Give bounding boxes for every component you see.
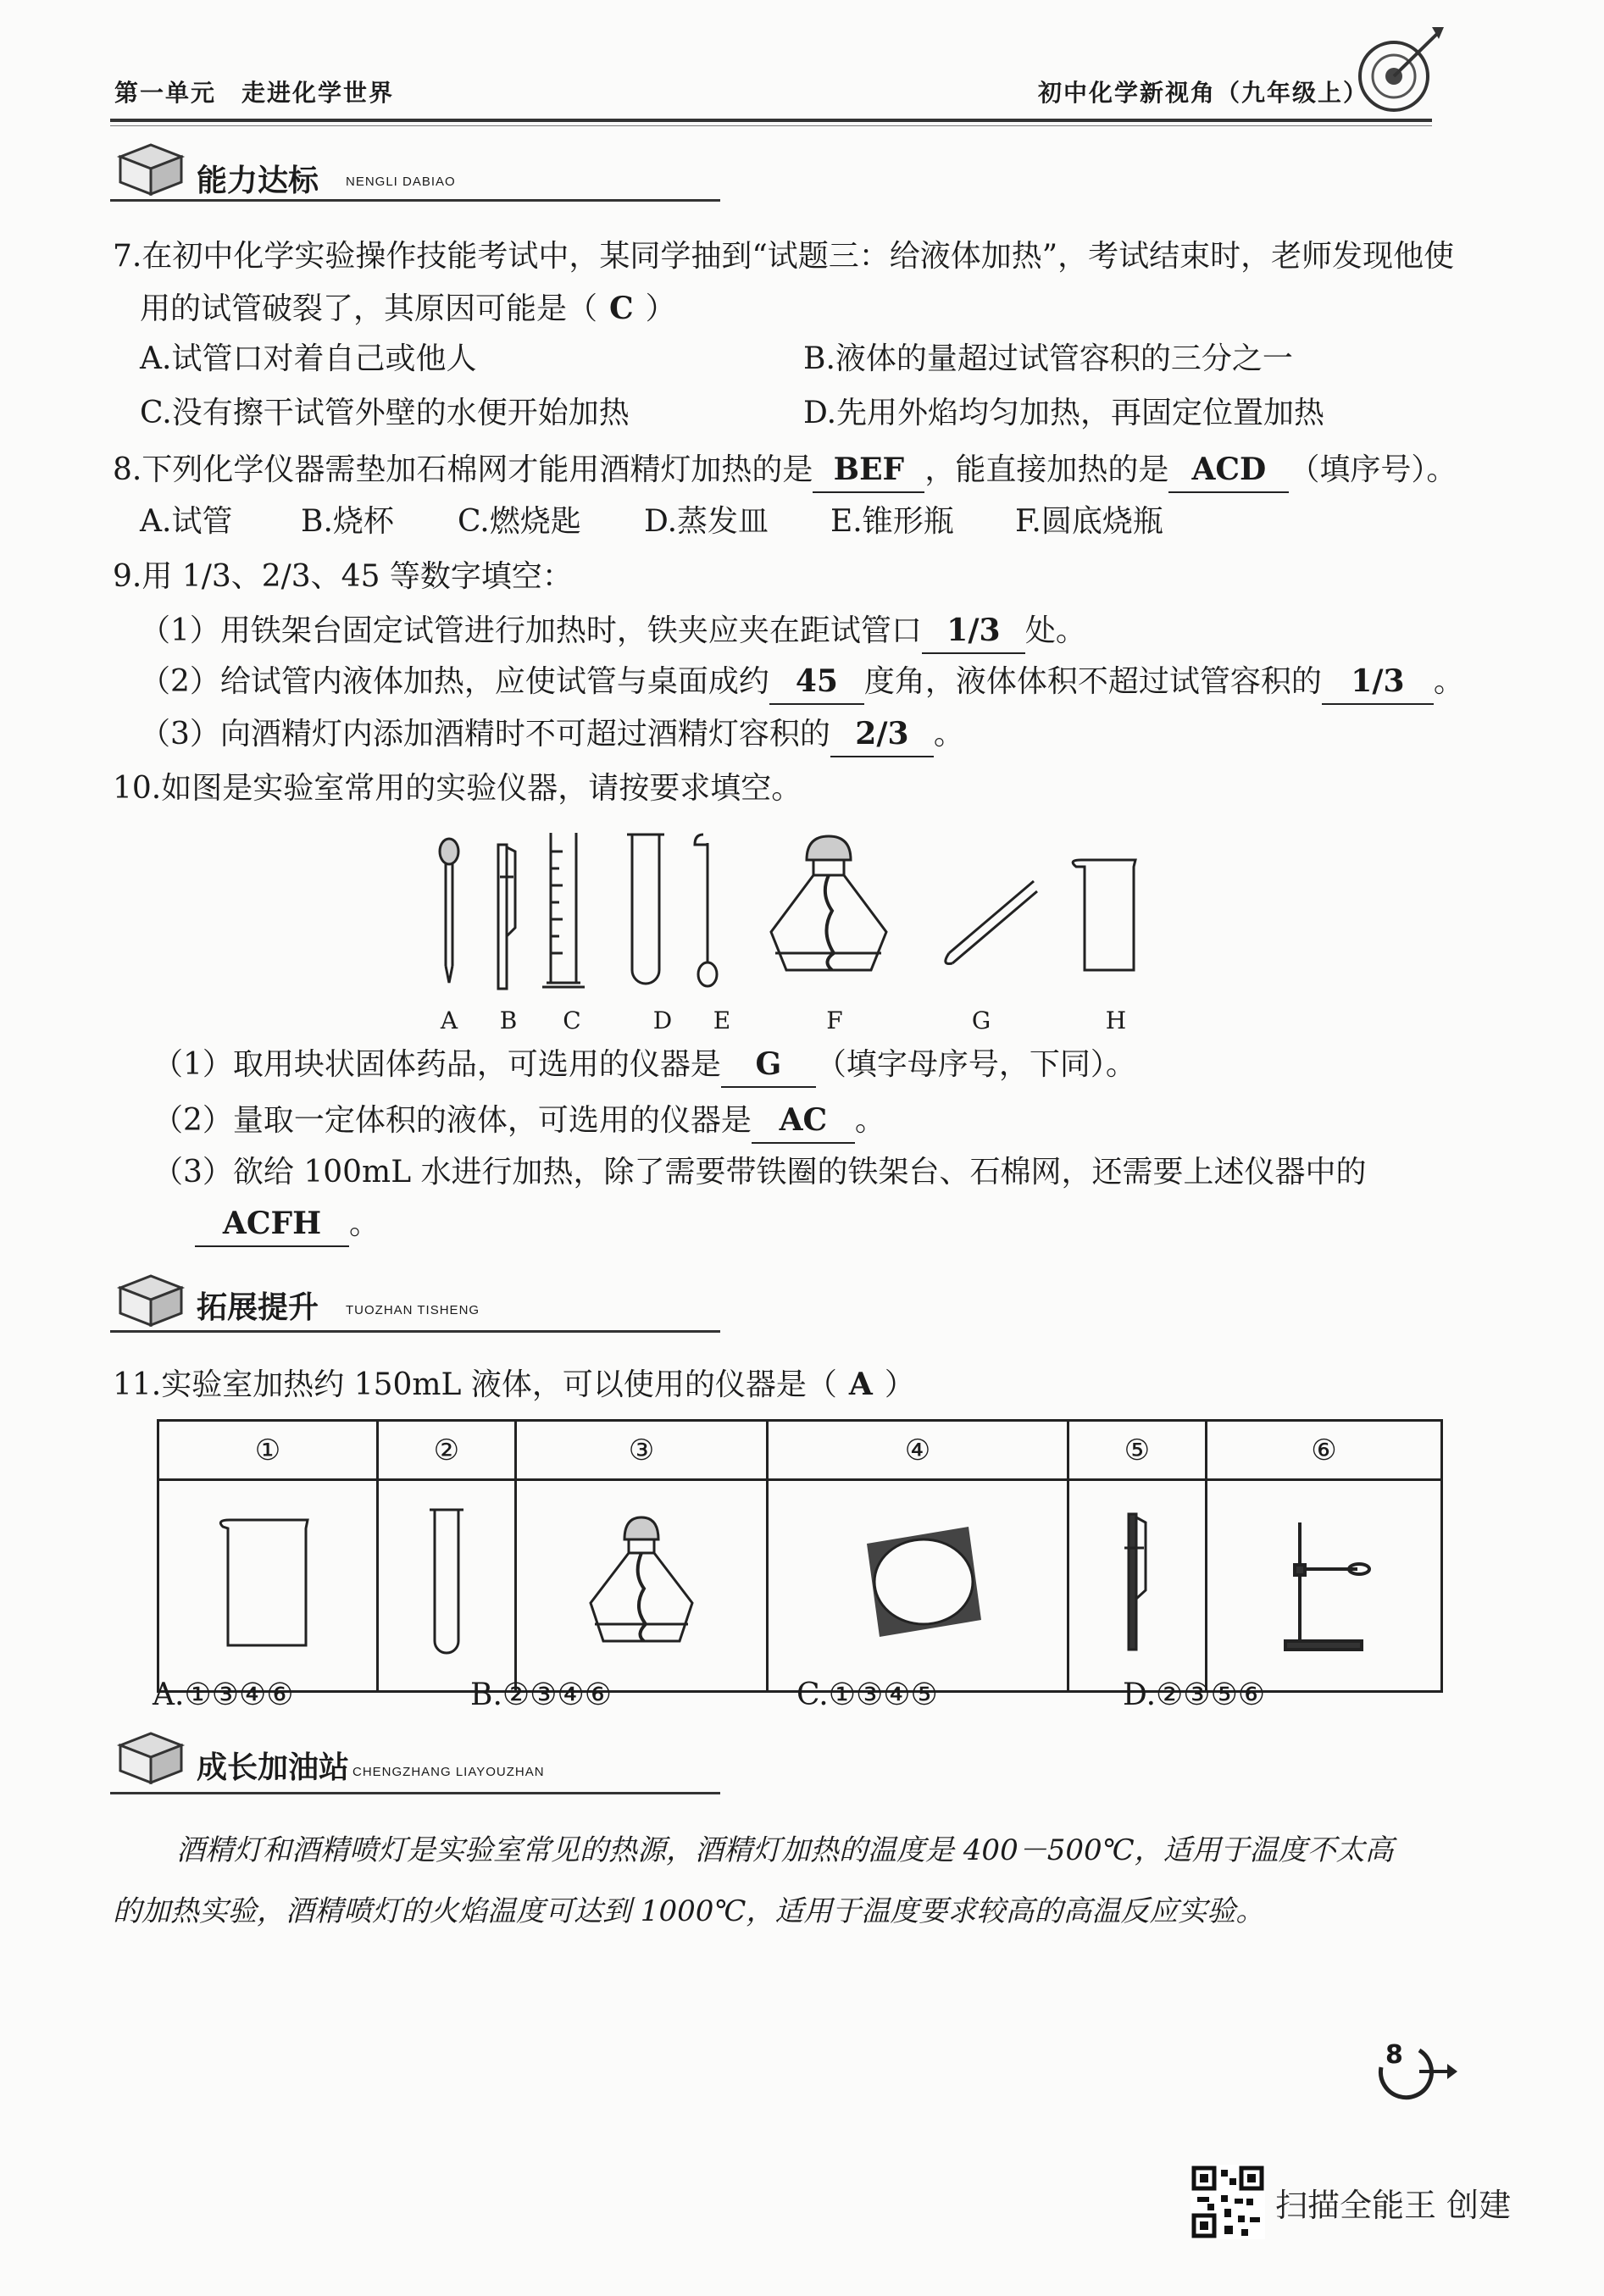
q11-cell <box>515 1480 767 1692</box>
q10-stem: 10.如图是实验室常用的实验仪器，请按要求填空。 <box>113 771 802 806</box>
q8-text: 8.下列化学仪器需垫加石棉网才能用酒精灯加热的是 <box>113 452 813 487</box>
test-tube-icon <box>627 835 664 984</box>
q8-answer-1: BEF <box>813 447 924 493</box>
q8-option: B.烧杯 <box>301 504 394 539</box>
q10-p2-end: 。 <box>854 1103 885 1138</box>
apparatus-label: B <box>499 1007 518 1034</box>
q11-text: 11.实验室加热约 150mL 液体，可以使用的仪器是（ <box>113 1367 837 1402</box>
iron-stand-icon <box>1264 1506 1383 1658</box>
q8-option: A.试管 <box>140 504 233 539</box>
combustion-spoon-icon <box>695 835 717 986</box>
q10-part-2 <box>153 1098 885 1144</box>
q10-apparatus-figure <box>415 826 1178 1004</box>
note-line-1: 酒精灯和酒精喷灯是实验室常见的热源，酒精灯加热的温度是 400－500℃，适用于温度不太高 <box>176 1833 1394 1867</box>
q9-p2-text: （2）给试管内液体加热，应使试管与桌面成约 <box>140 664 769 699</box>
apparatus-label: E <box>713 1007 731 1034</box>
q11-option-c: C.①③④⑤ <box>796 1678 938 1712</box>
q8-option: F.圆底烧瓶 <box>1015 504 1163 539</box>
q11-cell <box>768 1480 1068 1692</box>
q9-part-3 <box>140 712 964 757</box>
section-title: 能力达标 <box>197 164 319 198</box>
q7-line1: 7.在初中化学实验操作技能考试中，某同学抽到“试题三：给液体加热”，考试结束时，老师发现他使 <box>113 239 1455 274</box>
q11-header: ⑥ <box>1206 1421 1441 1480</box>
header-rule-thin <box>110 125 1432 126</box>
q10-p1-text: （1）取用块状固体药品，可选用的仪器是 <box>153 1047 721 1082</box>
q11-cell <box>1206 1480 1441 1692</box>
apparatus-label: D <box>652 1007 673 1034</box>
q10-p3-end: 。 <box>349 1206 380 1241</box>
q10-p1-end: （填字母序号，下同）。 <box>815 1047 1136 1082</box>
cube-icon <box>112 1271 190 1330</box>
alcohol-lamp-icon <box>771 836 886 970</box>
target-logo-icon <box>1347 24 1449 117</box>
q9-p1-end: 处。 <box>1024 613 1086 648</box>
q8-text-end: （填序号）。 <box>1289 452 1457 487</box>
test-tube-holder-icon <box>1103 1506 1171 1658</box>
header-left: 第一单元 走进化学世界 <box>114 79 395 107</box>
page-number: 8 <box>1385 2040 1403 2070</box>
q7-option-b: B.液体的量超过试管容积的三分之一 <box>803 341 1293 376</box>
q11-option-a: A.①③④⑥ <box>153 1678 294 1712</box>
section-pinyin: NENGLI DABIAO <box>346 175 456 189</box>
apparatus-label: F <box>826 1007 843 1034</box>
q11-header: ② <box>377 1421 515 1480</box>
section-title: 拓展提升 <box>197 1290 319 1325</box>
section-pinyin: TUOZHAN TISHENG <box>346 1303 480 1317</box>
page-arrow-icon <box>1373 2033 1466 2101</box>
q7-option-c: C.没有擦干试管外壁的水便开始加热 <box>140 396 630 430</box>
graduated-cylinder-icon <box>542 833 585 987</box>
section-rule <box>110 1330 720 1333</box>
header-right: 初中化学新视角（九年级上） <box>1038 79 1369 107</box>
q9-p3-text: （3）向酒精灯内添加酒精时不可超过酒精灯容积的 <box>140 717 830 751</box>
section-title: 成长加油站 <box>197 1750 350 1785</box>
q9-p3-end: 。 <box>933 717 964 751</box>
q11-cell <box>1068 1480 1206 1692</box>
scanner-watermark: 扫描全能王 创建 <box>1275 2187 1512 2224</box>
q8-option: E.锥形瓶 <box>830 504 954 539</box>
q9-stem: 9.用 1/3、2/3、45 等数字填空： <box>113 559 573 594</box>
q11-stem <box>113 1362 915 1407</box>
beaker-icon <box>213 1510 323 1654</box>
q10-part-3-cont <box>195 1201 380 1247</box>
q10-p1-answer: G <box>721 1042 816 1088</box>
apparatus-label: C <box>563 1007 581 1034</box>
q7-option-d: D.先用外焰均匀加热，再固定位置加热 <box>803 396 1325 430</box>
dropper-icon <box>440 839 458 983</box>
evaporating-dish-icon <box>841 1514 994 1650</box>
q8-option: D.蒸发皿 <box>644 504 769 539</box>
qr-code-icon <box>1191 2165 1265 2239</box>
cube-icon <box>112 140 190 199</box>
q7-stem-end: ） <box>645 291 676 326</box>
note-line-2: 的加热实验，酒精喷灯的火焰温度可达到 1000℃，适用于温度要求较高的高温反应实验。 <box>113 1894 1265 1928</box>
test-tube-holder-icon <box>498 845 515 989</box>
section-pinyin: CHENGZHANG LIAYOUZHAN <box>352 1765 545 1779</box>
q11-header: ① <box>158 1421 378 1480</box>
beaker-icon <box>1073 860 1135 970</box>
q9-p2-answer-2: 1/3 <box>1322 659 1434 705</box>
apparatus-label: H <box>1105 1007 1127 1034</box>
q10-part-3: （3）欲给 100mL 水进行加热，除了需要带铁圈的铁架台、石棉网，还需要上述仪器中的 <box>153 1155 1367 1190</box>
q11-answer: A <box>848 1367 873 1402</box>
q11-option-d: D.②③⑤⑥ <box>1123 1678 1266 1712</box>
q9-p1-answer: 1/3 <box>922 608 1025 654</box>
q8-answer-2: ACD <box>1168 447 1289 493</box>
q10-p3-answer: ACFH <box>195 1201 349 1247</box>
apparatus-label: G <box>971 1007 991 1034</box>
q9-p2-mid: 度角，液体体积不超过试管容积的 <box>863 664 1322 699</box>
q11-text-end: ） <box>884 1367 915 1402</box>
q7-stem: 用的试管破裂了，其原因可能是（ <box>140 291 598 326</box>
q8-text-mid: ，能直接加热的是 <box>924 452 1169 487</box>
q11-table <box>157 1419 1443 1693</box>
q9-part-2 <box>140 659 1464 705</box>
tweezers-icon <box>946 881 1037 964</box>
q11-header: ③ <box>515 1421 767 1480</box>
q8-stem <box>113 447 1457 493</box>
q8-option: C.燃烧匙 <box>458 504 581 539</box>
q11-cell <box>377 1480 515 1692</box>
apparatus-label: A <box>440 1007 458 1034</box>
q7-option-a: A.试管口对着自己或他人 <box>140 341 477 376</box>
q11-option-b: B.②③④⑥ <box>470 1678 612 1712</box>
q11-header: ④ <box>768 1421 1068 1480</box>
alcohol-lamp-icon <box>578 1506 705 1658</box>
q10-p2-answer: AC <box>752 1098 855 1144</box>
q11-header: ⑤ <box>1068 1421 1206 1480</box>
q7-line2 <box>140 286 676 331</box>
q11-cell <box>158 1480 378 1692</box>
q7-answer: C <box>609 291 634 326</box>
q9-p2-answer-1: 45 <box>769 659 864 705</box>
q9-part-1 <box>140 608 1086 654</box>
section-rule <box>110 1792 720 1794</box>
test-tube-icon <box>413 1501 480 1662</box>
q9-p1-text: （1）用铁架台固定试管进行加热时，铁夹应夹在距试管口 <box>140 613 922 648</box>
q9-p2-end: 。 <box>1433 664 1464 699</box>
section-rule <box>110 199 720 202</box>
q10-p2-text: （2）量取一定体积的液体，可选用的仪器是 <box>153 1103 752 1138</box>
header-rule <box>110 119 1432 122</box>
cube-icon <box>112 1728 190 1788</box>
q9-p3-answer: 2/3 <box>830 712 934 757</box>
q10-part-1 <box>153 1042 1136 1088</box>
